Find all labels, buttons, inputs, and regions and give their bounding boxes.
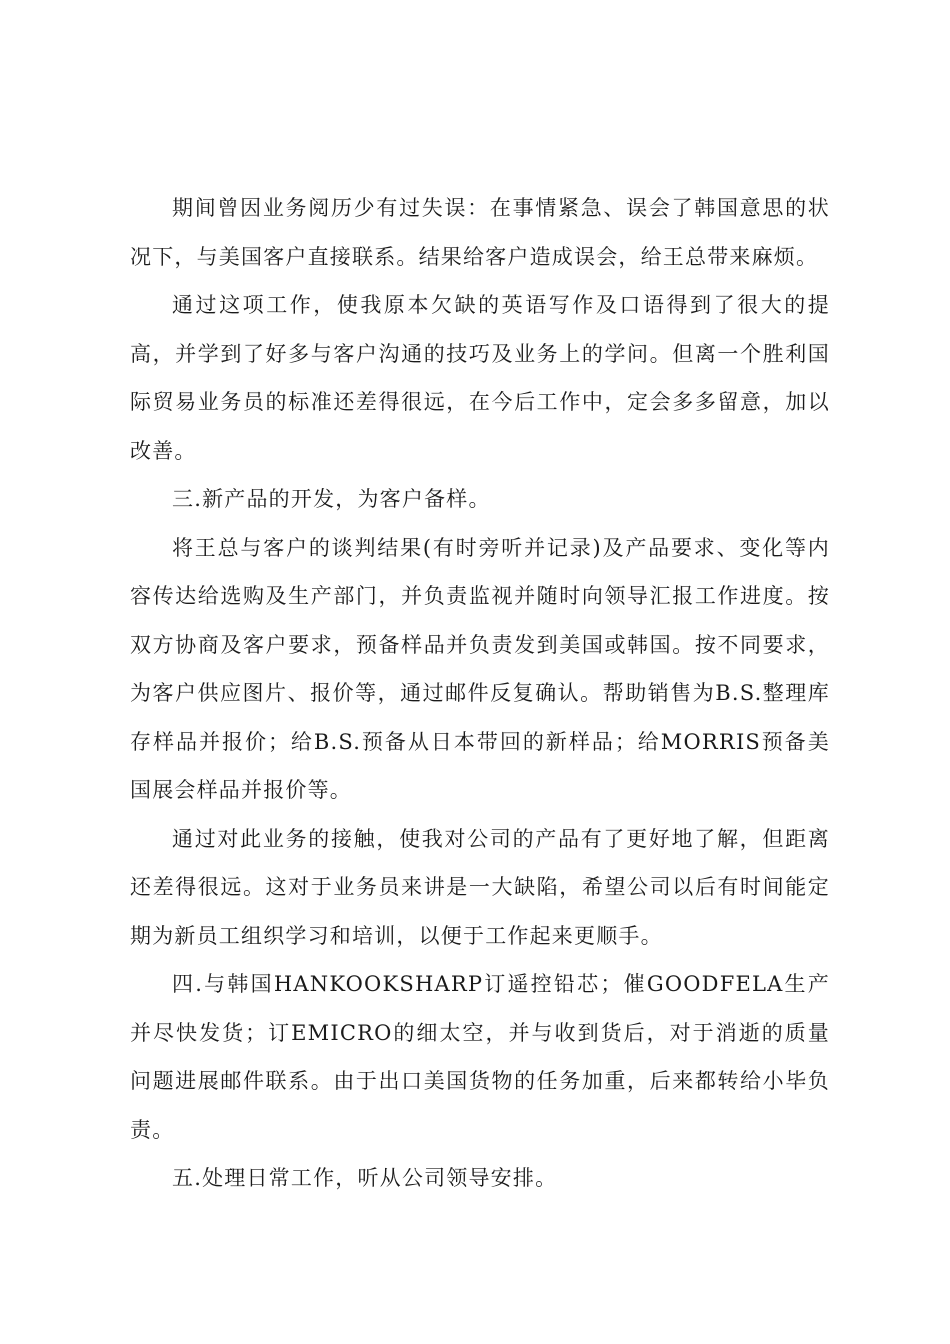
- paragraph-english-improvement: 通过这项工作，使我原本欠缺的英语写作及口语得到了很大的提高，并学到了好多与客户沟通的技巧及业务上的学问。但离一个胜利国际贸易业务员的标准还差得很远，在今后工作中，定会多多留意，加以改善。: [130, 293, 830, 463]
- document-body: [130, 184, 830, 1203]
- section-heading-new-products: 三.新产品的开发，为客户备样。: [172, 487, 491, 511]
- paragraph-product-knowledge: 通过对此业务的接触，使我对公司的产品有了更好地了解，但距离还差得很远。这对于业务员来讲是一大缺陷，希望公司以后有时间能定期为新员工组织学习和培训，以便于工作起来更顺手。: [130, 826, 830, 948]
- paragraph-sample-preparation: 将王总与客户的谈判结果(有时旁听并记录)及产品要求、变化等内容传达给选购及生产部门，并负责监视并随时向领导汇报工作进度。按双方协商及客户要求，预备样品并负责发到美国或韩国。按不同要求，为客户供应图片、报价等，通过邮件反复确认。帮助销售为B.S.整理库存样品并报价；给B.S.预备从日本带回的新样品；给MORRIS预备美国展会样品并报价等。: [130, 535, 830, 802]
- paragraph-daily-work: 五.处理日常工作，听从公司领导安排。: [172, 1166, 558, 1190]
- paragraph-korea-orders: 四.与韩国HANKOOKSHARP订遥控铅芯；催GOODFELA生产并尽快发货；订EMICRO的细太空，并与收到货后，对于消逝的质量问题进展邮件联系。由于出口美国货物的任务加重，后来都转给小毕负责。: [130, 972, 830, 1142]
- paragraph-mistakes: 期间曾因业务阅历少有过失误：在事情紧急、误会了韩国意思的状况下，与美国客户直接联系。结果给客户造成误会，给王总带来麻烦。: [130, 196, 830, 269]
